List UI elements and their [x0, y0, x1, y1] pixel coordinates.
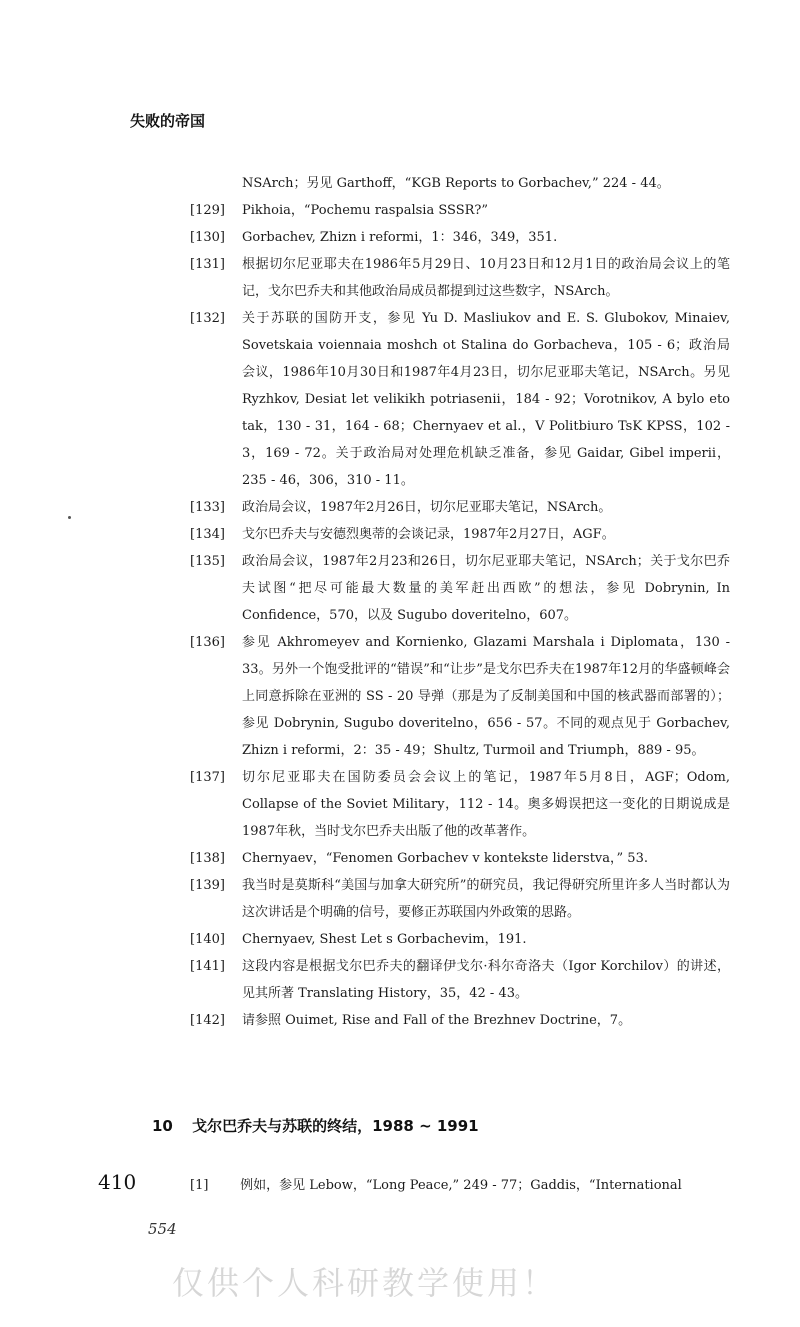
note-139 — [190, 872, 730, 926]
note-number: [139] — [190, 878, 225, 893]
note-text: Gorbachev, Zhizn i reformi，1：346，349，351. — [242, 230, 558, 245]
note-text: 请参照 Ouimet, Rise and Fall of the Brezhnev Doctrine，7。 — [242, 1013, 632, 1028]
chapter-heading — [152, 1115, 479, 1136]
note-number: [133] — [190, 500, 225, 515]
note-text: 参见 Akhromeyev and Kornienko, Glazami Marshala i Diplomata，130 - 33。另外一个饱受批评的“错误”和“让步”是戈尔巴乔夫在1987年12月的华盛顿峰会上同意拆除在亚洲的 SS - 20 导弹（那是为了反制美国和中国的核武器而部署的）；参见 Dobrynin, Sugubo doveritelno，656 - 57。不同的观点见于 Gorbachev, Zhizn i reformi，2：35 - 49；Shultz, Turmoil and Triumph，889 - 95。 — [242, 635, 730, 758]
note-132 — [190, 305, 730, 494]
note-text: Chernyaev，“Fenomen Gorbachev v kontekste liderstva，” 53. — [242, 851, 648, 866]
margin-dot — [68, 516, 71, 519]
note-text: 戈尔巴乔夫与安德烈奥蒂的会谈记录，1987年2月27日，AGF。 — [242, 527, 615, 542]
note-142 — [190, 1007, 730, 1034]
note-140 — [190, 926, 730, 953]
note-number: [135] — [190, 554, 225, 569]
page-number: 554 — [148, 1220, 177, 1238]
note-number: [131] — [190, 257, 225, 272]
note-number: [132] — [190, 311, 225, 326]
note-136 — [190, 629, 730, 764]
note-text: NSArch；另见 Garthoff，“KGB Reports to Gorbachev,” 224 - 44。 — [242, 176, 670, 191]
note-number: [138] — [190, 851, 225, 866]
notes-list — [190, 170, 730, 1034]
note-text: 政治局会议，1987年2月23和26日，切尔尼亚耶夫笔记，NSArch；关于戈尔巴乔夫试图“把尽可能最大数量的美军赶出西欧”的想法，参见 Dobrynin, In Confidence，570，以及 Sugubo doveritelno，607。 — [242, 554, 730, 623]
note-number: [136] — [190, 635, 225, 650]
note-text: Pikhoia，“Pochemu raspalsia SSSR?” — [242, 203, 489, 218]
note-continuation — [190, 170, 730, 197]
note-text: 我当时是莫斯科“美国与加拿大研究所”的研究员，我记得研究所里许多人当时都认为这次讲话是个明确的信号，要修正苏联国内外政策的思路。 — [242, 878, 730, 920]
note-text: 关于苏联的国防开支，参见 Yu D. Masliukov and E. S. Glubokov, Minaiev, Sovetskaia voiennaia moshch ot Stalina do Gorbacheva，105 - 6；政治局会议，1986年10月30日和1987年4月23日，切尔尼亚耶夫笔记，NSArch。另见 Ryzhkov, Desiat let velikikh potriasenii，184 - 92；Vorotnikov, A bylo eto tak，130 - 31，164 - 68；Chernyaev et al.，V Politbiuro TsK KPSS，102 - 3，169 - 72。关于政治局对处理危机缺乏准备，参见 Gaidar, Gibel imperii，235 - 46，306，310 - 11。 — [242, 311, 730, 488]
note-130 — [190, 224, 730, 251]
note-number: [130] — [190, 230, 225, 245]
margin-page-number: 410 — [98, 1170, 137, 1194]
chapter-number: 10 — [152, 1117, 173, 1135]
note-text: 政治局会议，1987年2月26日，切尔尼亚耶夫笔记，NSArch。 — [242, 500, 612, 515]
note-text: Chernyaev, Shest Let s Gorbachevim，191. — [242, 932, 527, 947]
note-number: [134] — [190, 527, 225, 542]
note-number: [142] — [190, 1013, 225, 1028]
note-text: 切尔尼亚耶夫在国防委员会会议上的笔记，1987年5月8日，AGF；Odom, Collapse of the Soviet Military，112 - 14。奥多姆误把这一变化的日期说成是1987年秋，当时戈尔巴乔夫出版了他的改革著作。 — [242, 770, 730, 839]
note-number: [1] — [190, 1178, 209, 1193]
note-129 — [190, 197, 730, 224]
note-text: 例如，参见 Lebow，“Long Peace,” 249 - 77；Gaddis，“International — [240, 1178, 682, 1193]
note-text: 根据切尔尼亚耶夫在1986年5月29日、10月23日和12月1日的政治局会议上的笔记，戈尔巴乔夫和其他政治局成员都提到过这些数字，NSArch。 — [242, 257, 730, 299]
note-135 — [190, 548, 730, 629]
note-number: [129] — [190, 203, 225, 218]
note-1 — [190, 1175, 730, 1197]
note-137 — [190, 764, 730, 845]
chapter-title: 戈尔巴乔夫与苏联的终结，1988 ~ 1991 — [192, 1117, 479, 1135]
note-133 — [190, 494, 730, 521]
note-131 — [190, 251, 730, 305]
note-text: 这段内容是根据戈尔巴乔夫的翻译伊戈尔·科尔奇洛夫（Igor Korchilov）的讲述，见其所著 Translating History，35，42 - 43。 — [242, 959, 730, 1001]
note-number: [141] — [190, 959, 225, 974]
running-header: 失败的帝国 — [130, 112, 206, 130]
note-141 — [190, 953, 730, 1007]
note-number: [137] — [190, 770, 225, 785]
note-138 — [190, 845, 730, 872]
note-134 — [190, 521, 730, 548]
watermark: 仅供个人科研教学使用！ — [172, 1264, 558, 1302]
note-number: [140] — [190, 932, 225, 947]
